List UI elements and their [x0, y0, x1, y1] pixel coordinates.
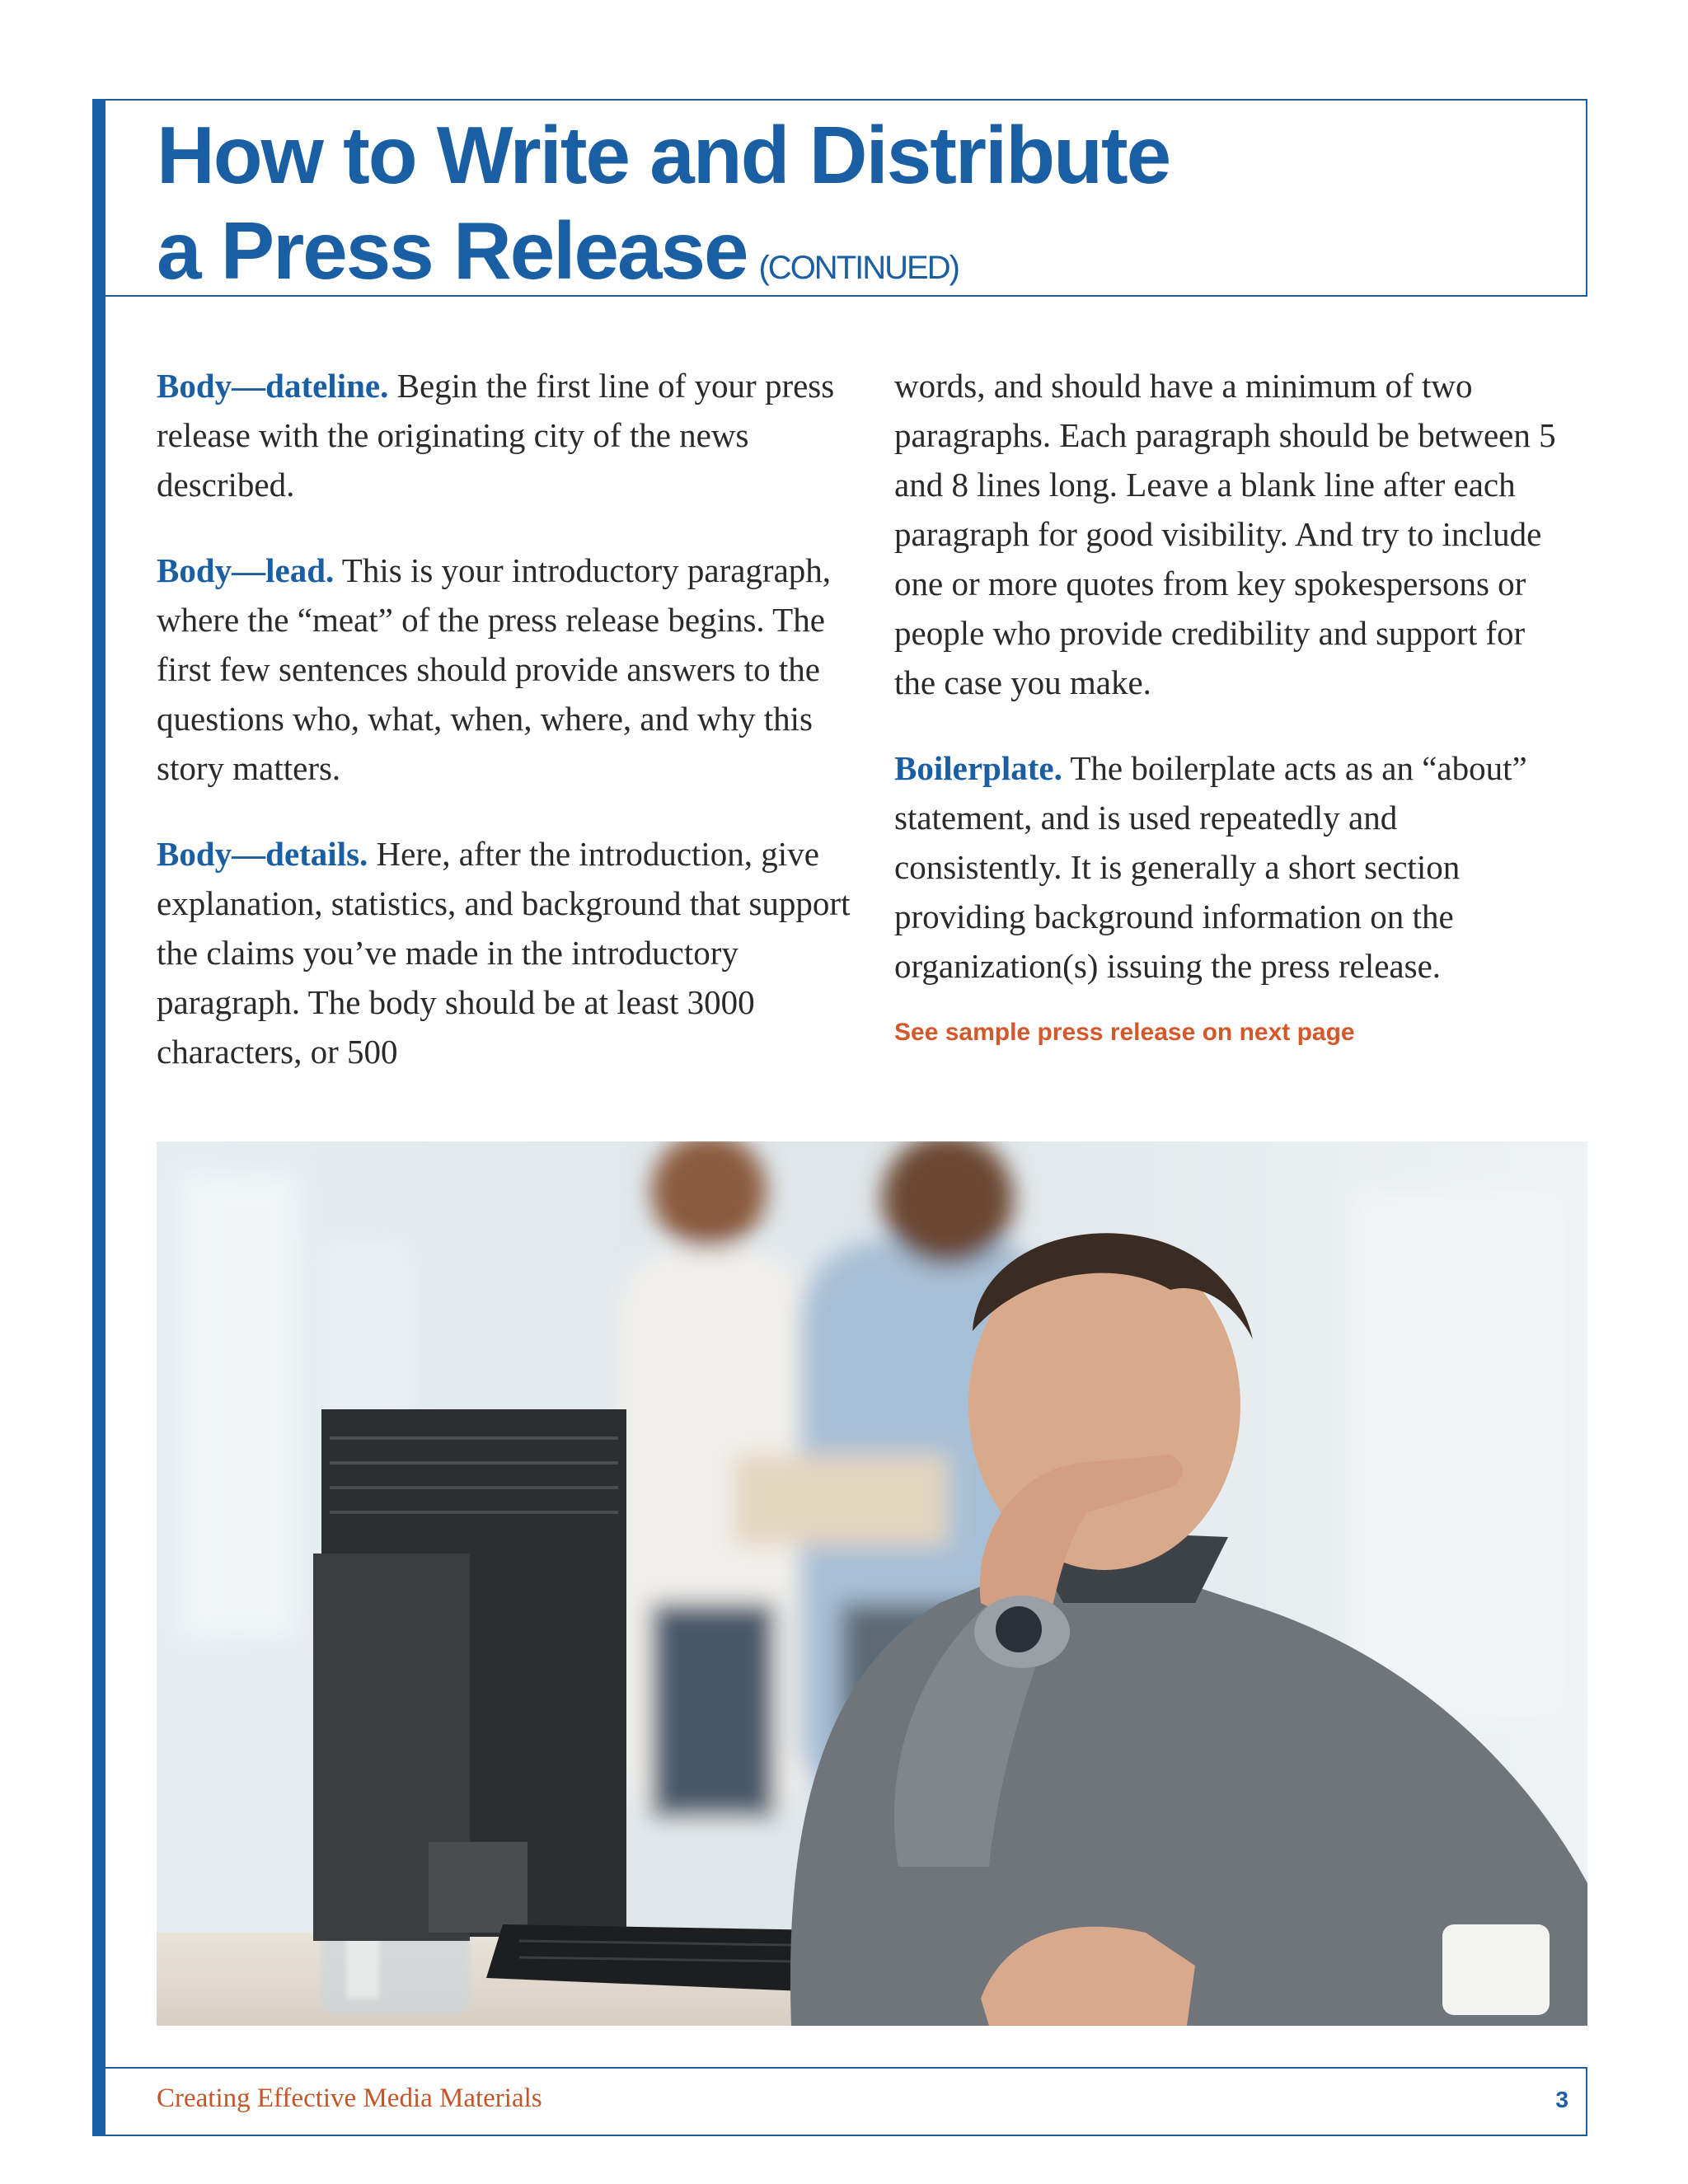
page-number: 3: [1555, 2087, 1568, 2112]
details-heading: Body—details.: [157, 835, 368, 873]
right-column: [894, 361, 1562, 1047]
office-photo: [157, 1141, 1587, 2026]
dateline-heading: Body—dateline.: [157, 367, 389, 405]
boilerplate-text: The boilerplate acts as an “about” statement, and is used repeatedly and consistently. It is generally a short section providing background information on the organization(s) issuing the press release.: [894, 749, 1527, 985]
dateline-text: Begin the first line of your press release with the originating city of the news described.: [157, 367, 835, 504]
continued-label: (CONTINUED): [758, 250, 959, 286]
page-title: [157, 107, 1558, 316]
boilerplate-heading: Boilerplate.: [894, 749, 1062, 787]
dateline-paragraph: [157, 361, 857, 509]
left-accent-bar: [92, 99, 106, 2136]
title-line-2: a Press Release: [157, 205, 748, 296]
details-continued-paragraph: words, and should have a minimum of two paragraphs. Each paragraph should be between 5 and 8 lines long. Leave a blank line after each paragraph for good visibility. And try to include one or more quotes from key spokespersons or people who provide credibility and support for the case you make.: [894, 367, 1556, 701]
lead-text: This is your introductory paragraph, where the “meat” of the press release begins. The first few sentences should provide answers to the questions who, what, when, where, and why this story matters.: [157, 551, 832, 787]
title-line-1: How to Write and Distribute: [157, 110, 1170, 200]
see-sample-link[interactable]: See sample press release on next page: [894, 1019, 1355, 1046]
lead-heading: Body—lead.: [157, 551, 335, 589]
boilerplate-paragraph: [894, 743, 1562, 991]
lead-paragraph: [157, 546, 857, 793]
details-text: Here, after the introduction, give explanation, statistics, and background that support the claims you’ve made in the introductory paragraph. The body should be at least 3000 characters, or 500: [157, 835, 851, 1071]
footer-title: Creating Effective Media Materials: [157, 2083, 542, 2113]
details-paragraph: [157, 829, 857, 1076]
left-column: [157, 361, 857, 1113]
